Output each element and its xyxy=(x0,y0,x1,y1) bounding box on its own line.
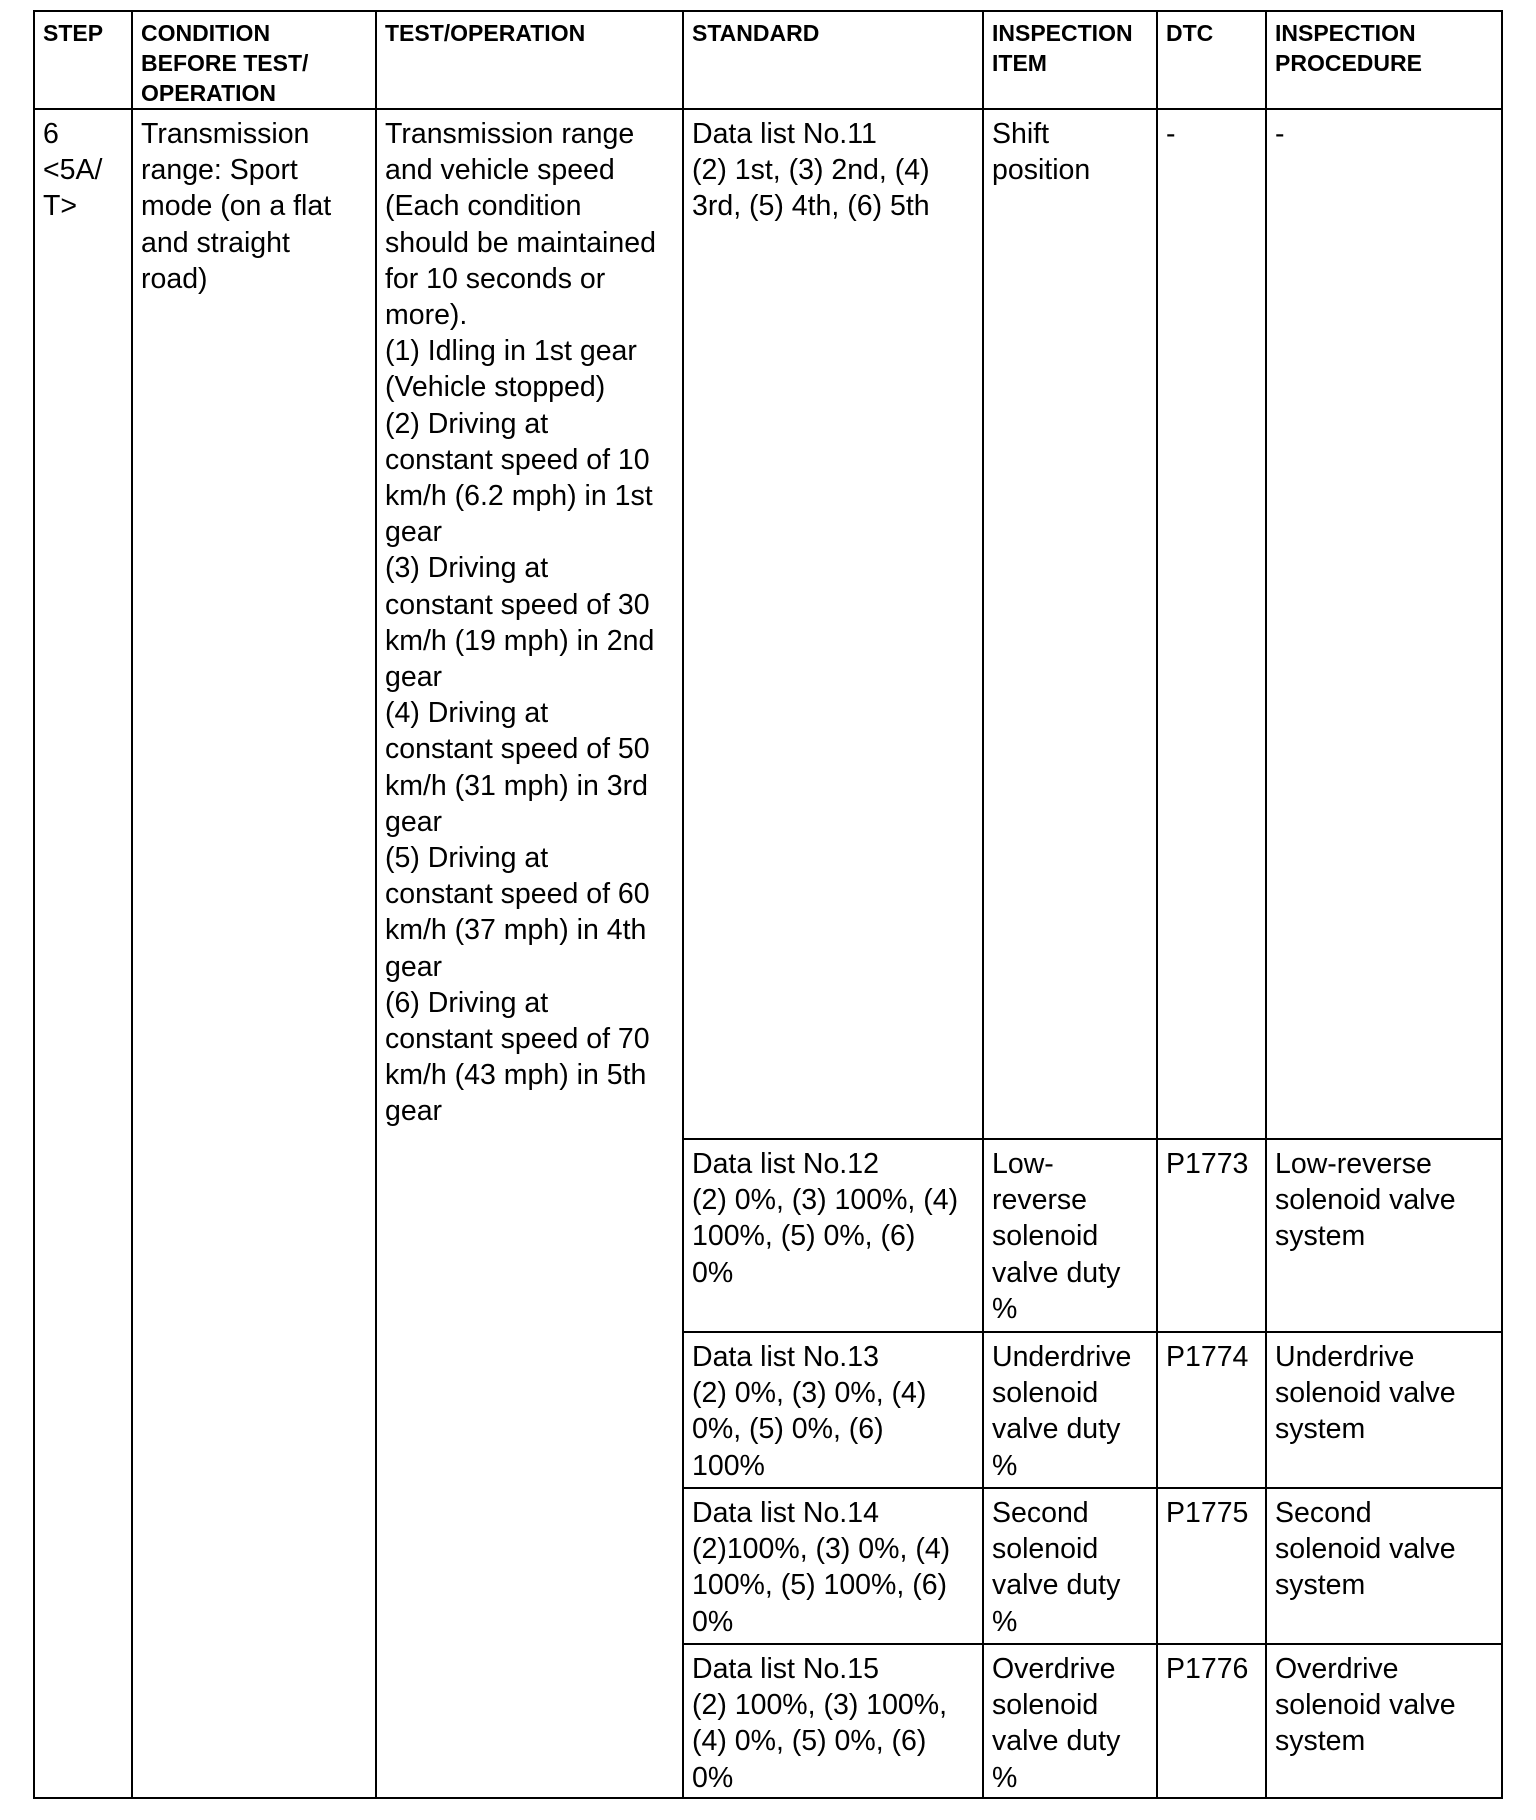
procedure-cell xyxy=(1266,1139,1502,1332)
header-step xyxy=(34,11,132,109)
cell-line: 100% xyxy=(692,1449,765,1482)
cell-line: km/h (19 mph) in 2nd xyxy=(385,624,655,657)
dtc-cell xyxy=(1157,1332,1266,1488)
condition-cell xyxy=(132,109,376,1798)
standard-cell xyxy=(683,109,983,1139)
cell-line: valve duty xyxy=(992,1256,1121,1289)
header-line: CONDITION xyxy=(141,20,271,46)
header-line: INSPECTION xyxy=(1275,20,1416,46)
cell-line: solenoid valve xyxy=(1275,1184,1456,1217)
dtc-cell xyxy=(1157,1488,1266,1644)
cell-line: (4) Driving at xyxy=(385,697,549,730)
cell-line: gear xyxy=(385,950,443,983)
header-inspection-procedure xyxy=(1266,11,1502,109)
inspection-item-cell xyxy=(983,1139,1157,1332)
cell-line: system xyxy=(1275,1413,1366,1446)
header-dtc xyxy=(1157,11,1266,109)
cell-line: Underdrive xyxy=(992,1341,1132,1373)
inspection-item-cell xyxy=(983,109,1157,1139)
cell-line: should be maintained xyxy=(385,226,656,259)
header-line: ITEM xyxy=(992,50,1047,76)
cell-line: Transmission xyxy=(141,118,310,150)
cell-line: mode (on a flat xyxy=(141,190,332,223)
cell-line: solenoid valve xyxy=(1275,1533,1456,1566)
cell-line: more). xyxy=(385,299,468,332)
cell-line: gear xyxy=(385,805,443,838)
cell-line: solenoid valve xyxy=(1275,1377,1456,1410)
cell-line: solenoid xyxy=(992,1377,1099,1410)
cell-line: Low-reverse xyxy=(1275,1148,1432,1180)
cell-line: solenoid xyxy=(992,1220,1099,1253)
cell-line: constant speed of 70 xyxy=(385,1023,650,1056)
cell-line: (2) 1st, (3) 2nd, (4) xyxy=(692,154,930,187)
cell-line: P1773 xyxy=(1166,1148,1249,1180)
cell-line: Second xyxy=(992,1497,1089,1529)
cell-line: constant speed of 60 xyxy=(385,878,650,911)
cell-line: gear xyxy=(385,516,443,549)
cell-line: system xyxy=(1275,1220,1366,1253)
cell-line: Overdrive xyxy=(1275,1653,1399,1685)
cell-line: 6 xyxy=(43,118,59,150)
cell-line: - xyxy=(1166,118,1176,150)
cell-line: 100%, (5) 0%, (6) xyxy=(692,1220,916,1253)
cell-line: P1776 xyxy=(1166,1653,1249,1685)
procedure-cell xyxy=(1266,1488,1502,1644)
header-line: DTC xyxy=(1166,20,1214,46)
cell-line: % xyxy=(992,1605,1018,1638)
cell-line: T> xyxy=(43,190,78,223)
cell-line: Overdrive xyxy=(992,1653,1116,1685)
header-test-operation xyxy=(376,11,683,109)
cell-line: (Vehicle stopped) xyxy=(385,371,606,404)
cell-line: solenoid xyxy=(992,1689,1099,1722)
cell-line: (5) Driving at xyxy=(385,842,549,875)
standard-cell xyxy=(683,1644,983,1798)
cell-line: 100%, (5) 100%, (6) xyxy=(692,1569,948,1602)
cell-line: Data list No.14 xyxy=(692,1497,879,1529)
inspection-item-cell xyxy=(983,1644,1157,1798)
dtc-cell xyxy=(1157,109,1266,1139)
dtc-cell xyxy=(1157,1644,1266,1798)
header-standard xyxy=(683,11,983,109)
cell-line: constant speed of 50 xyxy=(385,733,650,766)
dtc-cell xyxy=(1157,1139,1266,1332)
cell-line: and straight xyxy=(141,226,290,259)
inspection-item-cell xyxy=(983,1332,1157,1488)
cell-line: valve duty xyxy=(992,1413,1121,1446)
cell-line: Data list No.11 xyxy=(692,118,877,150)
standard-cell xyxy=(683,1139,983,1332)
cell-line: P1775 xyxy=(1166,1497,1249,1529)
standard-cell xyxy=(683,1488,983,1644)
cell-line: (2)100%, (3) 0%, (4) xyxy=(692,1533,951,1566)
cell-line: system xyxy=(1275,1725,1366,1758)
cell-line: Underdrive xyxy=(1275,1341,1415,1373)
cell-line: constant speed of 30 xyxy=(385,588,650,621)
header-line: INSPECTION xyxy=(992,20,1133,46)
cell-line: <5A/ xyxy=(43,154,103,187)
cell-line: constant speed of 10 xyxy=(385,443,650,476)
cell-line: 0%, (5) 0%, (6) xyxy=(692,1413,884,1446)
cell-line: % xyxy=(992,1292,1018,1325)
cell-line: % xyxy=(992,1761,1018,1794)
cell-line: 0% xyxy=(692,1761,734,1794)
cell-line: reverse xyxy=(992,1184,1088,1217)
cell-line: km/h (43 mph) in 5th xyxy=(385,1059,647,1092)
cell-line: Data list No.13 xyxy=(692,1341,879,1373)
cell-line: Second xyxy=(1275,1497,1372,1529)
cell-line: (6) Driving at xyxy=(385,986,549,1019)
cell-line: valve duty xyxy=(992,1569,1121,1602)
cell-line: Low- xyxy=(992,1148,1054,1180)
table-row xyxy=(34,109,1502,1139)
cell-line: road) xyxy=(141,262,208,295)
header-line: OPERATION xyxy=(141,80,277,106)
cell-line: (Each condition xyxy=(385,190,582,223)
cell-line: 0% xyxy=(692,1605,734,1638)
header-inspection-item xyxy=(983,11,1157,109)
cell-line: gear xyxy=(385,1095,443,1128)
procedure-cell xyxy=(1266,109,1502,1139)
cell-line: solenoid xyxy=(992,1533,1099,1566)
cell-line: for 10 seconds or xyxy=(385,262,606,295)
cell-line: valve duty xyxy=(992,1725,1121,1758)
cell-line: km/h (37 mph) in 4th xyxy=(385,914,647,947)
cell-line: 3rd, (5) 4th, (6) 5th xyxy=(692,190,930,223)
cell-line: km/h (31 mph) in 3rd xyxy=(385,769,648,802)
cell-line: Shift xyxy=(992,118,1050,150)
cell-line: (2) 0%, (3) 100%, (4) xyxy=(692,1184,959,1217)
standard-cell xyxy=(683,1332,983,1488)
header-line: STANDARD xyxy=(692,20,820,46)
cell-line: km/h (6.2 mph) in 1st xyxy=(385,480,653,513)
cell-line: Data list No.12 xyxy=(692,1148,879,1180)
procedure-cell xyxy=(1266,1644,1502,1798)
cell-line: 0% xyxy=(692,1256,734,1289)
inspection-table xyxy=(33,10,1503,1799)
step-cell xyxy=(34,109,132,1798)
header-line: BEFORE TEST/ xyxy=(141,50,309,76)
cell-line: (2) Driving at xyxy=(385,407,549,440)
header-line: PROCEDURE xyxy=(1275,50,1422,76)
cell-line: (2) 0%, (3) 0%, (4) xyxy=(692,1377,927,1410)
cell-line: - xyxy=(1275,118,1285,150)
cell-line: system xyxy=(1275,1569,1366,1602)
header-line: STEP xyxy=(43,20,104,46)
cell-line: (3) Driving at xyxy=(385,552,549,585)
procedure-cell xyxy=(1266,1332,1502,1488)
cell-line: and vehicle speed xyxy=(385,154,615,187)
cell-line: gear xyxy=(385,661,443,694)
cell-line: Data list No.15 xyxy=(692,1653,879,1685)
inspection-item-cell xyxy=(983,1488,1157,1644)
cell-line: % xyxy=(992,1449,1018,1482)
cell-line: position xyxy=(992,154,1091,187)
header-condition xyxy=(132,11,376,109)
cell-line: (1) Idling in 1st gear xyxy=(385,335,637,368)
header-line: TEST/OPERATION xyxy=(385,20,586,46)
test-operation-cell xyxy=(376,109,683,1798)
cell-line: (4) 0%, (5) 0%, (6) xyxy=(692,1725,927,1758)
header-row xyxy=(34,11,1502,109)
cell-line: range: Sport xyxy=(141,154,298,187)
cell-line: P1774 xyxy=(1166,1341,1249,1373)
cell-line: solenoid valve xyxy=(1275,1689,1456,1722)
cell-line: Transmission range xyxy=(385,118,635,150)
cell-line: (2) 100%, (3) 100%, xyxy=(692,1689,948,1722)
